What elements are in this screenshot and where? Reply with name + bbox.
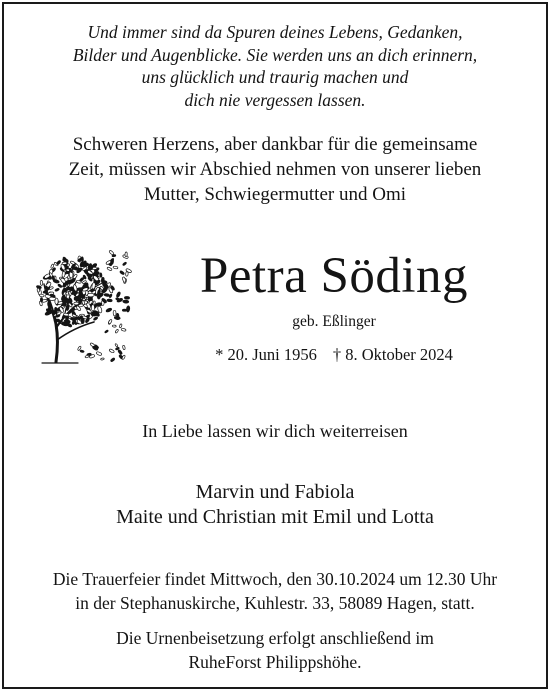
service-line: in der Stephanuskirche, Kuhlestr. 33, 58089 Hagen, statt. <box>75 593 475 613</box>
memorial-poem <box>4 21 546 111</box>
deceased-name: Petra Söding <box>199 248 469 304</box>
funeral-service-info <box>4 567 546 615</box>
mourner-line: Maite und Christian mit Emil und Lotta <box>116 506 434 528</box>
mourners <box>4 480 546 530</box>
death-date: † 8. Oktober 2024 <box>332 345 453 364</box>
poem-line: Und immer sind da Spuren deines Lebens, Gedanken, <box>87 22 463 42</box>
intro-line: Mutter, Schwiegermutter und Omi <box>143 184 407 205</box>
farewell-line: In Liebe lassen wir dich weiterreisen <box>142 421 408 441</box>
maiden-name: geb. Eßlinger <box>292 313 376 330</box>
poem-line: uns glücklich und traurig machen und <box>141 67 409 87</box>
windblown-tree-icon <box>34 244 134 366</box>
mourner-line: Marvin und Fabiola <box>195 481 355 503</box>
life-dates <box>134 344 534 366</box>
burial-info <box>4 626 546 674</box>
intro-line: Schweren Herzens, aber dankbar für die gemeinsame <box>72 134 478 155</box>
service-line: Die Trauerfeier findet Mittwoch, den 30.10.2024 um 12.30 Uhr <box>52 569 498 589</box>
poem-line: Bilder und Augenblicke. Sie werden uns an dich erinnern, <box>72 44 478 65</box>
birth-date: * 20. Juni 1956 <box>215 345 317 364</box>
burial-line: Die Urnenbeisetzung erfolgt anschließend im <box>116 628 434 648</box>
intro-text <box>4 132 546 207</box>
intro-line: Zeit, müssen wir Abschied nehmen von unserer lieben <box>68 159 482 180</box>
burial-line: RuheForst Philippshöhe. <box>188 652 362 672</box>
obituary-notice <box>2 2 548 689</box>
poem-line: dich nie vergessen lassen. <box>184 89 366 110</box>
